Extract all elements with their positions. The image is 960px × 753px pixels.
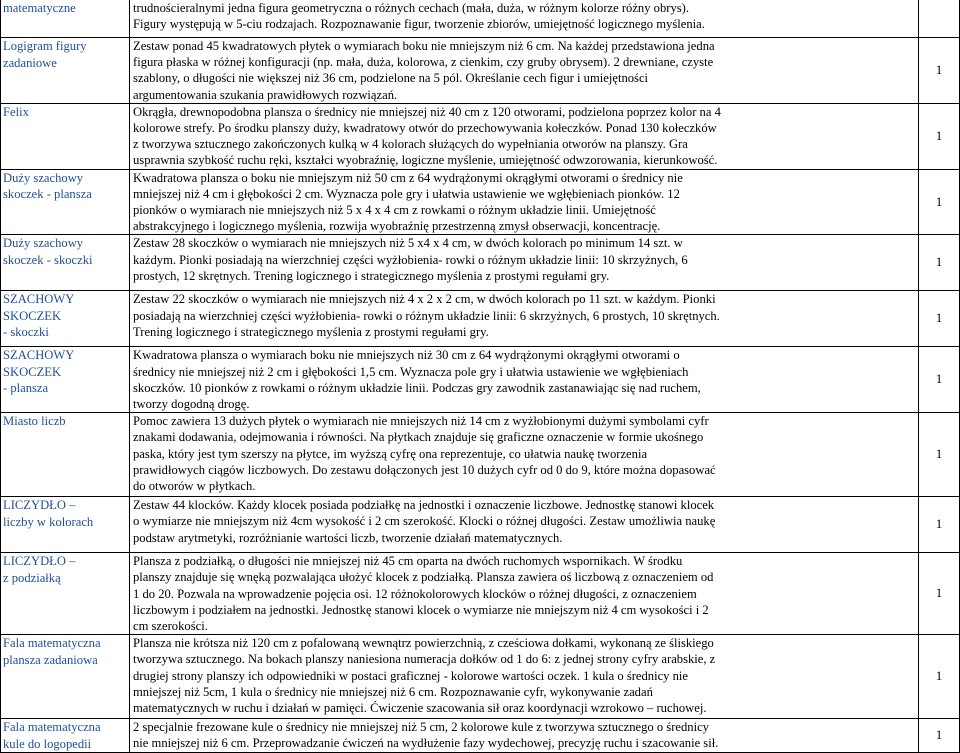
table-row [1,635,960,719]
product-name-cell [1,169,130,235]
description-line: Zestaw 28 skoczków o wymiarach nie mniejszych niż 5 x4 x 4 cm, w dwóch kolorach po minimum 14 szt. w [133,236,683,251]
description-line: posiadają na wierzchniej części wyżłobienia- rowki o różnym układzie linii: 6 skrzyżnych, 6 prostych, 10 skrętnych. [133,308,720,323]
description-line: Zestaw 22 skoczków o wymiarach nie mniejszych niż 4 x 2 x 2 cm, w dwóch kolorach po 11 szt. w każdym. Pionki [133,292,716,307]
table-row [1,38,960,104]
table-row [1,169,960,235]
description-line: skoczków. 10 pionków z rowkami o różnym układzie linii. Podczas gry zawodnik zastanawiając się nad ruchem, [133,380,701,395]
description-line: cm szerokości. [133,619,208,634]
product-name-line: - plansza [3,381,49,396]
description-line: trudnościeralnymi jedna figura geometryczna o różnych cechach (mała, duża, w różnym kolorze różny obrys). [133,1,689,15]
product-name-line: liczby w kolorach [3,514,94,529]
description-line: Plansza nie krótsza niż 120 cm z pofalowaną wewnątrz powierzchnią, z cześciowa dołkami, wykonaną ze śliskiego [133,636,714,651]
table-row [1,553,960,635]
quantity-cell: 1 [919,38,960,104]
description-line: Trening logicznego i strategicznego myślenia z prostymi regułami gry. [133,324,489,339]
description-line: paska, który jest tym szerszy na płytce, im wyższą cyfrę ona reprezentuje, co ułatwia naukę tworzenia [133,446,648,461]
product-name-cell [1,103,130,169]
description-line: średnicy nie mniejszej niż 2 cm i głębokości 1,5 cm. Wyznacza pole gry i ułatwia ustawienie we wgłębieniach [133,364,689,379]
product-name-cell [1,235,130,291]
product-name-line: SZACHOWY [3,348,75,363]
table-row [1,291,960,347]
description-line: matematycznych w ruchu i działań w pamięci. Ćwiczenie szacowania sił oraz koordynacji wzrokowo – ruchowej. [133,701,707,716]
product-name-line: Fala matematyczna [3,720,101,735]
description-cell [130,103,919,169]
description-line: o wymiarze nie mniejszym niż 4cm wysokość i 2 cm szerokość. Klocki o różnej długości. Zestaw umożliwia naukę [133,514,716,529]
product-name-line: LICZYDŁO – [3,554,76,569]
description-line: każdym. Pionki posiadają na wierzchniej części wyżłobienia- rowki o różnym układzie linii: 10 skrzyżnych, 6 [133,252,688,267]
description-line: tworzy dogodną drogę. [133,397,250,412]
product-name-line: z podziałką [3,570,61,585]
description-line: Zestaw 44 klocków. Każdy klocek posiada podziałkę na jednostki i oznaczenie liczbowe. Jednostkę stanowi klocek [133,498,715,513]
quantity-cell: 1 [919,497,960,553]
product-name-line: Felix [3,104,29,119]
description-line: planszy znajduje się wnęką pozwalająca ułożyć klocek z podziałką. Plansza zawiera oś liczbową z oznaczeniem od [133,570,714,585]
description-line: z tworzywa sztucznego zakończonych kulką w 4 kolorach służących do wypełniania otworów na planszy. Gra [133,137,688,152]
quantity-cell: 1 [919,347,960,413]
product-name-line: skoczek - skoczki [3,252,93,267]
description-line: szablony, o długości nie większej niż 36 cm, podzielone na 5 pól. Określanie cech figur i umiejętności [133,71,649,86]
product-name-cell [1,553,130,635]
description-line: 1 do 20. Pozwala na wprowadzenie pojęcia osi. 12 różnokolorowych klocków o różnej długości, z oznaczeniem [133,586,697,601]
description-cell [130,38,919,104]
quantity-cell: 1 [919,235,960,291]
quantity-cell: 1 [919,169,960,235]
table-row [1,235,960,291]
description-line: pionków o wymiarach nie mniejszych niż 5 x 4 x 4 cm z rowkami o różnym układzie linii. Umiejętność [133,203,656,218]
table-row [1,0,960,38]
product-name-cell [1,413,130,497]
product-name-cell [1,719,130,753]
description-line: prostych, 12 skrętnych. Trening logicznego i strategicznego myślenia z prostymi regułami gry. [133,268,610,283]
description-cell [130,0,919,38]
description-line: prawidłowych ciągów liczbowych. Do zestawu dołączonych jest 10 dużych cyfr od 0 do 9, które można dopasować [133,462,716,477]
product-name-line: Duży szachowy [3,170,84,185]
description-line: do otworów w płytkach. [133,479,256,494]
description-cell [130,413,919,497]
description-line: mniejszej niż 4 cm i głębokości 2 cm. Wyznacza pole gry i ułatwia ustawienie we wgłębieniach pionków. 12 [133,186,680,201]
product-name-cell [1,635,130,719]
description-cell [130,347,919,413]
product-name-line: kule do logopedii [3,736,92,751]
quantity-cell: 1 [919,635,960,719]
description-line: mniejszej niż 5cm, 1 kula o średnicy nie mniejszej niż 6 cm. Rozpoznawanie cyfr, wykonywanie zadań [133,684,653,699]
quantity-cell [919,0,960,38]
description-line: Plansza z podziałką, o długości nie mniejszej niż 45 cm oparta na dwóch ruchomych wspornikach. W środku [133,554,683,569]
product-name-line: matematyczne [3,1,76,15]
description-line: drugiej strony planszy ich odpowiedniki w postaci graficznej - kolorowe wartości oczek. 1 kula o średnicy nie [133,668,689,683]
description-line: Kwadratowa plansza o wymiarach boku nie mniejszych niż 30 cm z 64 wydrążonymi okrągłymi otworami o [133,348,680,363]
product-name-cell [1,38,130,104]
product-name-cell [1,347,130,413]
product-name-line: skoczek - plansza [3,187,92,202]
description-cell [130,719,919,753]
description-line: Figury występują w 5-ciu rodzajach. Rozpoznawanie figur, tworzenie zbiorów, umiejętność logicznego myślenia. [133,17,705,32]
description-line: tworzywa sztucznego. Na bokach planszy naniesiona numeracja dołków od 1 do 6: z jednej strony cyfry arabskie, z [133,652,716,667]
product-name-line: plansza zadaniowa [3,652,98,667]
description-line: Okrągła, drewnopodobna plansza o średnicy nie mniejszej niż 40 cm z 120 otworami, podzielona poprzez kolor na 4 [133,104,721,119]
description-line: abstrakcyjnego i logicznego myślenia, rozwija wyobraźnię przestrzenną zmysł obserwacji, koncentrację. [133,219,661,234]
product-name-line: SZACHOWY [3,292,75,307]
table-row [1,103,960,169]
description-line: znakami dodawania, odejmowania i równości. Na płytkach znajduje się graficzne oznaczenie w formie ukośnego [133,430,704,445]
quantity-cell: 1 [919,413,960,497]
product-name-line: SKOCZEK [3,364,62,379]
quantity-cell: 1 [919,103,960,169]
product-name-cell [1,497,130,553]
description-line: Zestaw ponad 45 kwadratowych płytek o wymiarach boku nie mniejszym niż 6 cm. Na każdej przedstawiona jedna [133,39,715,53]
table-row [1,719,960,753]
description-line: 2 specjalnie frezowane kule o średnicy nie mniejszej niż 5 cm, 2 kolorowe kule z tworzywa sztucznego o średnicy [133,720,709,735]
quantity-cell: 1 [919,553,960,635]
product-name-line: Fala matematyczna [3,636,101,651]
product-name-line: - skoczki [3,325,49,340]
product-name-line: zadaniowe [3,55,57,70]
table-row [1,347,960,413]
product-name-cell [1,291,130,347]
product-name-line: Logigram figury [3,39,87,53]
description-line: usprawnia szybkość ruchu ręki, kształci wyobraźnię, logiczne myślenie, umiejętność odwzorowania, kierunkowość. [133,153,718,168]
description-line: argumentowania szukania prawidłowych rozwiązań. [133,87,398,102]
quantity-cell: 1 [919,719,960,753]
product-name-line: LICZYDŁO – [3,498,76,513]
quantity-cell: 1 [919,291,960,347]
description-line: podstaw arytmetyki, rozróżnianie wartości liczb, tworzenie działań matematycznych. [133,530,563,545]
description-cell [130,169,919,235]
product-name-line: Duży szachowy [3,236,84,251]
description-cell [130,497,919,553]
table-row [1,413,960,497]
description-line: nie mniejszej niż 6 cm. Przeprowadzanie ćwiczeń na wydłużenie fazy wydechowej, precyzję ruchu i szacowanie sił. [133,736,719,751]
description-cell [130,235,919,291]
description-line: kolorowe strefy. Po środku planszy duży, kwadratowy otwór do przechowywania kołeczków. Ponad 130 kołeczków [133,121,717,136]
table-row [1,497,960,553]
description-line: liczbowym i podziałem na jednostki. Jednostkę stanowi klocek o wymiarze nie mniejszym niż 4 cm wysokości i 2 [133,602,709,617]
product-name-line: SKOCZEK [3,308,62,323]
description-cell [130,553,919,635]
product-name-cell [1,0,130,38]
description-line: Kwadratowa plansza o boku nie mniejszym niż 50 cm z 64 wydrążonymi okrągłymi otworami o średnicy nie [133,170,683,185]
description-line: Pomoc zawiera 13 dużych płytek o wymiarach nie mniejszych niż 14 cm z wyżłobionymi dużymi symbolami cyfr [133,414,709,429]
description-line: figura płaska w różnej konfiguracji (np. mała, duża, kolorowa, z cienkim, czy gruby obrysem). 2 drewniane, czyste [133,55,714,70]
description-cell [130,291,919,347]
description-cell [130,635,919,719]
product-name-line: Miasto liczb [3,414,66,429]
